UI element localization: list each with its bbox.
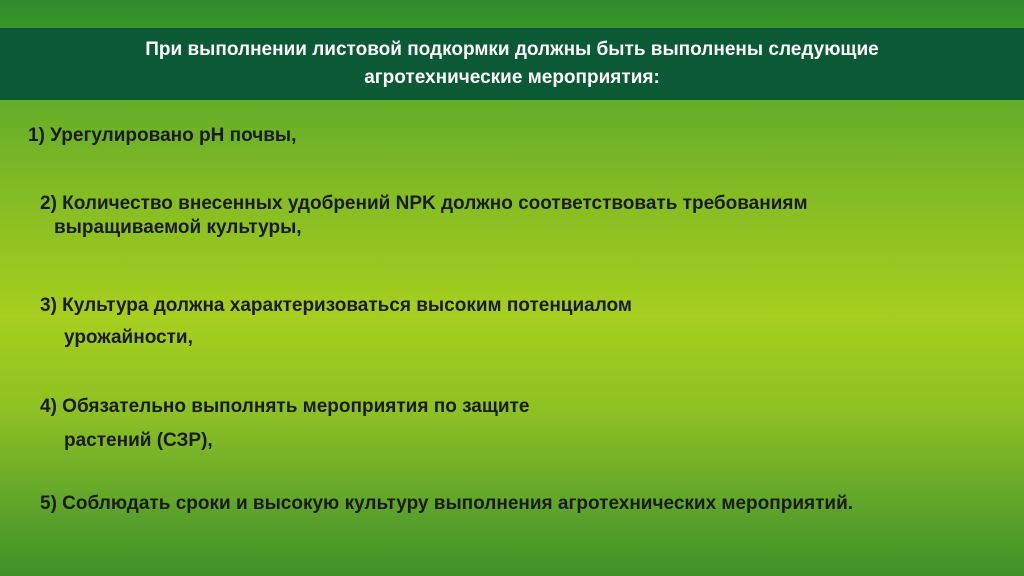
list-item-2-line-2: выращиваемой культуры, bbox=[54, 217, 302, 238]
slide-title-line-1: При выполнении листовой подкормки должны быть выполнены следующие bbox=[145, 39, 879, 60]
list-item-1-text: 1) Урегулировано рН почвы, bbox=[28, 125, 297, 146]
list-item-4-line-1: 4) Обязательно выполнять мероприятия по защите bbox=[40, 396, 530, 417]
slide-title-line-2: агротехнические мероприятия: bbox=[364, 67, 660, 88]
slide-title bbox=[62, 36, 962, 92]
list-item-4-line-2: растений (СЗР), bbox=[64, 430, 213, 451]
top-strip bbox=[0, 0, 1024, 28]
list-item-5-text: 5) Соблюдать сроки и высокую культуру выполнения агротехнических мероприятий. bbox=[40, 493, 854, 514]
list-item-2 bbox=[40, 192, 808, 240]
list-item-3-line-1: 3) Культура должна характеризоваться высоким потенциалом bbox=[40, 295, 632, 316]
list-item-3 bbox=[40, 290, 632, 354]
list-item-4 bbox=[40, 390, 529, 458]
list-item-5 bbox=[40, 492, 853, 516]
list-item-2-line-1: 2) Количество внесенных удобрений NPK должно соответствовать требованиям bbox=[40, 193, 808, 214]
title-bar bbox=[0, 28, 1024, 100]
list-item-1 bbox=[28, 124, 296, 148]
list-item-3-line-2: урожайности, bbox=[64, 327, 193, 348]
